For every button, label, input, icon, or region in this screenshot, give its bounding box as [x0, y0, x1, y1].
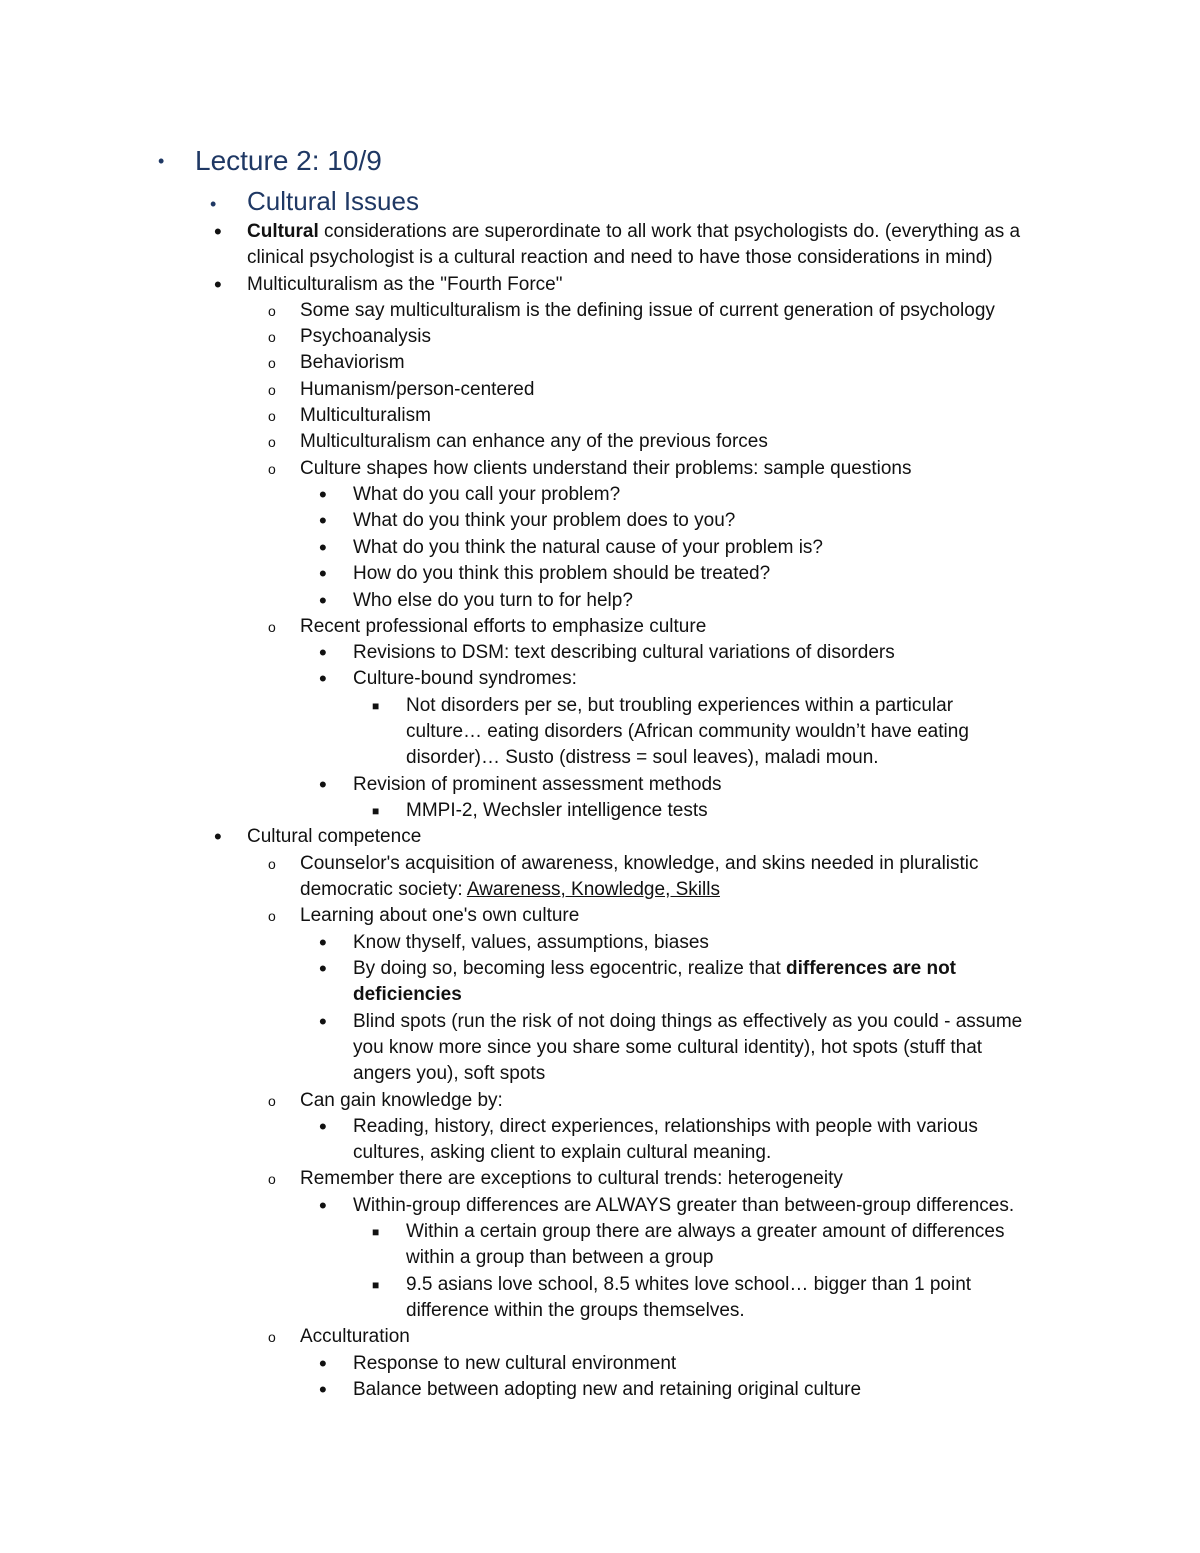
bullet-marker: •	[319, 930, 327, 955]
bullet-marker: •	[319, 1351, 327, 1376]
bold-text: Cultural	[247, 221, 319, 242]
list-item-continuation: angers you), soft spots	[353, 1063, 546, 1084]
list-item: Cultural competence	[247, 826, 422, 847]
list-item: Who else do you turn to for help?	[353, 590, 633, 611]
list-item: Within a certain group there are always a greater amount of differences	[406, 1221, 1005, 1242]
lecture-heading: Lecture 2: 10/9	[195, 145, 382, 176]
list-item: Not disorders per se, but troubling experiences within a particular	[406, 695, 954, 716]
underlined-text: Awareness, Knowledge, Skills	[466, 879, 720, 900]
bullet-marker: •	[158, 151, 165, 171]
square-bullet: ■	[372, 1225, 380, 1239]
circle-bullet: o	[268, 303, 276, 319]
list-item: Response to new cultural environment	[353, 1353, 677, 1374]
square-bullet: ■	[372, 1278, 380, 1292]
bullet-marker: •	[210, 194, 217, 214]
circle-bullet: o	[268, 408, 276, 424]
list-item: 9.5 asians love school, 8.5 whites love school… bigger than 1 point	[406, 1274, 972, 1295]
bullet-marker: •	[319, 535, 327, 560]
list-item	[247, 219, 1020, 245]
bullet-marker: •	[319, 772, 327, 797]
list-item: What do you call your problem?	[353, 484, 621, 505]
list-item: Culture-bound syndromes:	[353, 668, 577, 689]
text: By doing so, becoming less egocentric, realize that	[353, 958, 787, 979]
list-item	[353, 956, 956, 982]
bold-text: differences are not	[786, 958, 957, 979]
list-item-continuation: clinical psychologist is a cultural reaction and need to have those considerations in mind)	[247, 247, 993, 268]
circle-bullet: o	[268, 908, 276, 924]
list-item: Culture shapes how clients understand their problems: sample questions	[300, 458, 912, 479]
section-heading: Cultural Issues	[247, 186, 419, 216]
list-item: What do you think your problem does to you?	[353, 510, 736, 531]
list-item: Multiculturalism can enhance any of the previous forces	[300, 431, 768, 452]
list-item-continuation	[353, 982, 462, 1008]
bullet-marker: •	[214, 272, 222, 297]
bold-text: deficiencies	[353, 984, 462, 1005]
list-item: How do you think this problem should be treated?	[353, 563, 771, 584]
list-item: Multiculturalism	[300, 405, 431, 426]
bullet-marker: •	[214, 824, 222, 849]
bullet-marker: •	[319, 1114, 327, 1139]
list-item: MMPI-2, Wechsler intelligence tests	[406, 800, 708, 821]
list-item: Can gain knowledge by:	[300, 1090, 503, 1111]
circle-bullet: o	[268, 856, 276, 872]
list-item: Some say multiculturalism is the defining issue of current generation of psychology	[300, 300, 995, 321]
square-bullet: ■	[372, 699, 380, 713]
bullet-marker: •	[319, 1377, 327, 1402]
bullet-marker: •	[319, 1009, 327, 1034]
list-item: Psychoanalysis	[300, 326, 431, 347]
list-item: Reading, history, direct experiences, relationships with people with various	[353, 1116, 978, 1137]
bullet-marker: •	[319, 508, 327, 533]
list-item: Recent professional efforts to emphasize culture	[300, 616, 707, 637]
text: considerations are superordinate to all work that psychologists do. (everything as a	[318, 221, 1021, 242]
circle-bullet: o	[268, 434, 276, 450]
circle-bullet: o	[268, 382, 276, 398]
bullet-marker: •	[214, 219, 222, 244]
list-item: Acculturation	[300, 1326, 410, 1347]
bullet-marker: •	[319, 482, 327, 507]
bullet-marker: •	[319, 956, 327, 981]
list-item: Remember there are exceptions to cultural trends: heterogeneity	[300, 1168, 843, 1189]
circle-bullet: o	[268, 1329, 276, 1345]
list-item: Revision of prominent assessment methods	[353, 774, 722, 795]
bullet-marker: •	[319, 561, 327, 586]
list-item-continuation: you know more since you share some cultural identity), hot spots (stuff that	[353, 1037, 983, 1058]
circle-bullet: o	[268, 329, 276, 345]
list-item: Revisions to DSM: text describing cultural variations of disorders	[353, 642, 895, 663]
list-item: Blind spots (run the risk of not doing things as effectively as you could - assume	[353, 1011, 1023, 1032]
text: democratic society:	[300, 879, 467, 900]
list-item: Learning about one's own culture	[300, 905, 580, 926]
list-item: Within-group differences are ALWAYS greater than between-group differences.	[353, 1195, 1015, 1216]
list-item: Behaviorism	[300, 352, 405, 373]
list-item-continuation: within a group than between a group	[406, 1247, 714, 1268]
list-item: Balance between adopting new and retaining original culture	[353, 1379, 862, 1400]
bullet-marker: •	[319, 588, 327, 613]
list-item-continuation: disorder)… Susto (distress = soul leaves), maladi moun.	[406, 747, 879, 768]
circle-bullet: o	[268, 1093, 276, 1109]
square-bullet: ■	[372, 804, 380, 818]
circle-bullet: o	[268, 355, 276, 371]
list-item: Humanism/person-centered	[300, 379, 535, 400]
bullet-marker: •	[319, 640, 327, 665]
list-item-continuation: difference within the groups themselves.	[406, 1300, 745, 1321]
circle-bullet: o	[268, 619, 276, 635]
circle-bullet: o	[268, 461, 276, 477]
list-item: Multiculturalism as the "Fourth Force"	[247, 274, 563, 295]
list-item-continuation: culture… eating disorders (African community wouldn’t have eating	[406, 721, 969, 742]
bullet-marker: •	[319, 1193, 327, 1218]
list-item: What do you think the natural cause of your problem is?	[353, 537, 823, 558]
list-item: Counselor's acquisition of awareness, knowledge, and skins needed in pluralistic	[300, 853, 979, 874]
bullet-marker: •	[319, 666, 327, 691]
list-item-continuation: cultures, asking client to explain cultural meaning.	[353, 1142, 772, 1163]
list-item-continuation	[300, 877, 720, 903]
circle-bullet: o	[268, 1171, 276, 1187]
list-item: Know thyself, values, assumptions, biases	[353, 932, 709, 953]
